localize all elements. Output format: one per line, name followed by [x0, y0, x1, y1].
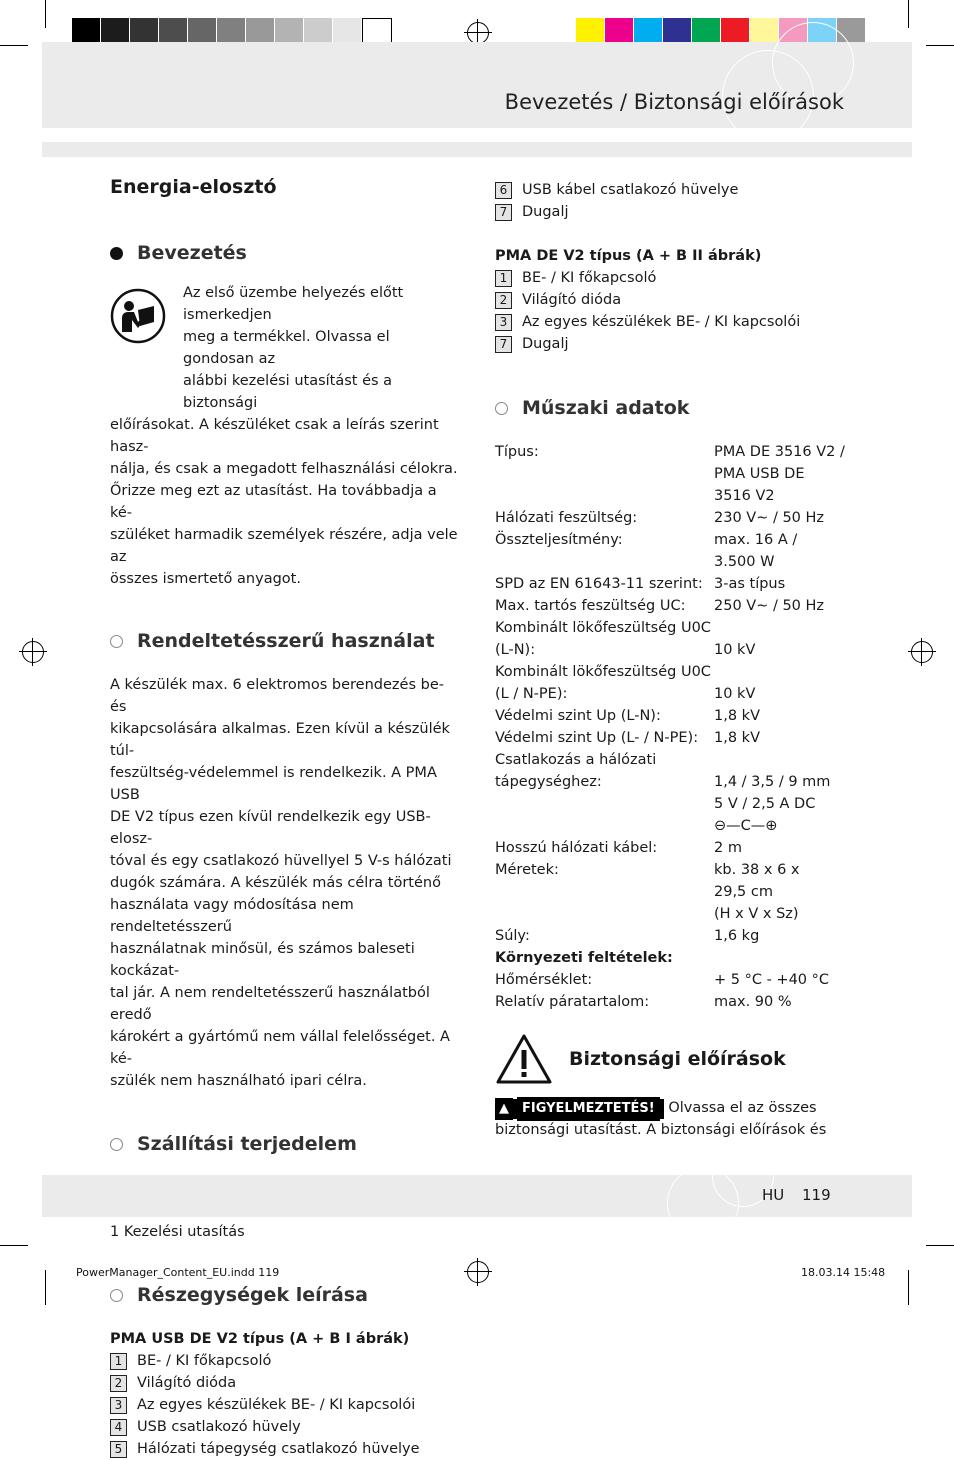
section-heading-parts: Részegységek leírása — [110, 1284, 462, 1306]
spec-row — [495, 793, 855, 815]
print-date: 18.03.14 15:48 — [801, 1266, 886, 1279]
part-label: Az egyes készülékek BE- / KI kapcsolói — [522, 314, 801, 330]
part-number: 2 — [495, 292, 512, 309]
spec-value: 10 kV — [714, 642, 756, 658]
part-label: BE- / KI főkapcsoló — [522, 270, 657, 286]
parts-subheading: PMA USB DE V2 típus (A + B I ábrák) — [110, 1331, 410, 1347]
part-item — [110, 1438, 462, 1460]
footer-lang: HU — [762, 1186, 785, 1204]
part-label: BE- / KI főkapcsoló — [137, 1353, 272, 1369]
spec-row — [495, 595, 855, 617]
intro-line: nálja, és csak a megadott felhasználási célokra. — [110, 461, 458, 477]
part-label: Dugalj — [522, 204, 569, 220]
spec-value — [714, 617, 854, 639]
part-label: Világító dióda — [522, 292, 622, 308]
warning-triangle-icon — [495, 1033, 553, 1085]
spec-row — [495, 639, 855, 661]
spec-row — [495, 925, 855, 947]
spec-row — [495, 749, 855, 771]
part-item — [495, 289, 855, 311]
intro-line: Az első üzembe helyezés előtt ismerkedjen — [183, 285, 404, 323]
manual-reading-icon — [110, 288, 166, 344]
part-label: USB csatlakozó hüvely — [137, 1419, 301, 1435]
part-number: 1 — [110, 1353, 127, 1370]
part-label: USB kábel csatlakozó hüvelye — [522, 182, 739, 198]
warning-small-icon: ▲ — [495, 1098, 513, 1120]
part-item — [495, 267, 855, 289]
usage-line: használatnak minősül, és számos baleseti kockázat- — [110, 941, 415, 979]
spec-key: Csatlakozás a hálózati — [495, 752, 657, 768]
spec-key: Védelmi szint Up (L- / N-PE): — [495, 730, 699, 746]
delivery-line: 1 Kezelési utasítás — [110, 1224, 245, 1240]
spec-key: Összteljesítmény: — [495, 532, 623, 548]
part-item — [110, 1394, 462, 1416]
env-heading: Környezeti feltételek: — [495, 950, 673, 966]
spec-value: 1,8 kV — [714, 708, 760, 724]
part-number: 1 — [495, 270, 512, 287]
section-heading-intro: Bevezetés — [110, 242, 462, 264]
spec-row — [495, 463, 855, 485]
spec-value: + 5 °C - +40 °C — [714, 972, 830, 988]
footer-band — [42, 1175, 912, 1217]
spec-value: PMA USB DE — [714, 466, 805, 482]
spec-key: tápegységhez: — [495, 774, 602, 790]
usage-line: tal jár. A nem rendeltetésszerű használatból eredő — [110, 985, 430, 1023]
part-number: 5 — [110, 1441, 127, 1458]
part-item — [495, 201, 855, 223]
intro-line: összes ismertető anyagot. — [110, 571, 301, 587]
part-item — [495, 179, 855, 201]
part-number: 3 — [110, 1397, 127, 1414]
intro-block — [110, 282, 462, 590]
safety-text-line2: biztonsági utasítást. A biztonsági előírások és — [495, 1122, 827, 1138]
main-heading: Energia-elosztó — [110, 176, 277, 198]
bullet-icon — [110, 1289, 123, 1302]
part-item — [110, 1350, 462, 1372]
spec-key: Kombinált lökőfeszültség U0C — [495, 620, 711, 636]
spec-key — [495, 485, 714, 507]
spec-key: Védelmi szint Up (L-N): — [495, 708, 661, 724]
spec-value: 250 V∼ / 50 Hz — [714, 598, 825, 614]
part-number: 6 — [495, 182, 512, 199]
part-label: Hálózati tápegység csatlakozó hüvelye — [137, 1441, 420, 1457]
usage-line: A készülék max. 6 elektromos berendezés be- és — [110, 677, 444, 715]
spec-key — [495, 793, 714, 815]
registration-mark — [911, 641, 933, 663]
spec-key: (L-N): — [495, 642, 536, 658]
part-number: 3 — [495, 314, 512, 331]
spec-row — [495, 771, 855, 793]
spec-key: Hőmérséklet: — [495, 972, 593, 988]
spec-key: Súly: — [495, 928, 530, 944]
part-label: Az egyes készülékek BE- / KI kapcsolói — [137, 1397, 416, 1413]
usage-line: szülék nem használható ipari célra. — [110, 1073, 367, 1089]
spec-value: 1,8 kV — [714, 730, 760, 746]
section-heading-usage: Rendeltetésszerű használat — [110, 630, 462, 652]
part-number: 2 — [110, 1375, 127, 1392]
usage-line: feszültség-védelemmel is rendelkezik. A PMA USB — [110, 765, 437, 803]
spec-row — [495, 441, 855, 463]
part-number: 7 — [495, 336, 512, 353]
spec-row — [495, 485, 855, 507]
part-number: 7 — [495, 204, 512, 221]
header-rule — [42, 142, 912, 157]
usage-line: tóval és egy csatlakozó hüvellyel 5 V-s hálózati — [110, 853, 452, 869]
spec-key: SPD az EN 61643-11 szerint: — [495, 576, 703, 592]
spec-key: Méretek: — [495, 862, 559, 878]
part-item — [110, 1416, 462, 1438]
page-title: Bevezetés / Biztonsági előírások — [504, 90, 844, 114]
spec-value: kb. 38 x 6 x — [714, 862, 800, 878]
usage-line: károkért a gyártómű nem vállal felelősséget. A ké- — [110, 1029, 450, 1067]
intro-line: meg a termékkel. Olvassa el gondosan az — [183, 329, 390, 367]
spec-key: Hálózati feszültség: — [495, 510, 638, 526]
file-info: PowerManager_Content_EU.indd 119 — [76, 1266, 280, 1279]
intro-line: előírásokat. A készüléket csak a leírás szerint hasz- — [110, 417, 439, 455]
part-item — [495, 311, 855, 333]
spec-value: max. 16 A / — [714, 532, 798, 548]
section-heading-delivery: Szállítási terjedelem — [110, 1133, 462, 1155]
spec-key: Relatív páratartalom: — [495, 994, 650, 1010]
spec-value — [714, 661, 854, 683]
registration-mark — [467, 1261, 489, 1283]
spec-row — [495, 529, 855, 551]
spec-value: 3-as típus — [714, 576, 786, 592]
part-label: Világító dióda — [137, 1375, 237, 1391]
usage-line: használata vagy módosítása nem rendeltetésszerű — [110, 897, 354, 935]
spec-key: Max. tartós feszültség UC: — [495, 598, 686, 614]
spec-row — [495, 551, 855, 573]
spec-row — [495, 573, 855, 595]
spec-value: 29,5 cm — [714, 884, 773, 900]
part-item — [110, 1372, 462, 1394]
header-band — [42, 42, 912, 128]
spec-key — [495, 903, 714, 925]
warning-badge: ▲ FIGYELMEZTETÉS! — [495, 1099, 664, 1119]
bullet-icon — [495, 402, 508, 415]
spec-value: 5 V / 2,5 A DC — [714, 796, 816, 812]
spec-row — [495, 727, 855, 749]
spec-key: Kombinált lökőfeszültség U0C — [495, 664, 711, 680]
section-heading-tech: Műszaki adatok — [495, 397, 855, 419]
page-number: 119 — [802, 1186, 831, 1204]
usage-line: kikapcsolására alkalmas. Ezen kívül a készülék túl- — [110, 721, 450, 759]
spec-row — [495, 969, 855, 991]
spec-value: 1,4 / 3,5 / 9 mm — [714, 774, 831, 790]
spec-key: Hosszú hálózati kábel: — [495, 840, 658, 856]
spec-value: ⊖—C—⊕ — [714, 818, 778, 834]
spec-value — [714, 749, 854, 771]
spec-value: 10 kV — [714, 686, 756, 702]
bullet-icon — [110, 1138, 123, 1151]
spec-row — [495, 507, 855, 529]
spec-row — [495, 837, 855, 859]
bullet-icon — [110, 247, 123, 260]
spec-value: max. 90 % — [714, 994, 792, 1010]
right-column — [495, 179, 855, 1141]
spec-value: 3516 V2 — [714, 488, 775, 504]
spec-value: (H x V x Sz) — [714, 906, 799, 922]
part-number: 4 — [110, 1419, 127, 1436]
spec-key — [495, 881, 714, 903]
spec-value: 3.500 W — [714, 554, 775, 570]
spec-key — [495, 815, 714, 837]
spec-key — [495, 551, 714, 573]
spec-key — [495, 463, 714, 485]
usage-line: dugók számára. A készülék más célra történő — [110, 875, 441, 891]
spec-value: 2 m — [714, 840, 742, 856]
spec-row — [495, 661, 855, 683]
intro-line: alábbi kezelési utasítást és a biztonsági — [183, 373, 393, 411]
spec-row — [495, 881, 855, 903]
spec-row — [495, 683, 855, 705]
spec-row — [495, 617, 855, 639]
spec-row — [495, 859, 855, 881]
part-label: Dugalj — [522, 336, 569, 352]
spec-value: PMA DE 3516 V2 / — [714, 444, 845, 460]
part-item — [495, 333, 855, 355]
registration-mark — [22, 641, 44, 663]
usage-line: DE V2 típus ezen kívül rendelkezik egy USB-elosz- — [110, 809, 431, 847]
registration-mark — [467, 22, 489, 44]
intro-line: Őrizze meg ezt az utasítást. Ha továbbadja a ké- — [110, 483, 437, 521]
bullet-icon — [110, 635, 123, 648]
safety-text: ▲ FIGYELMEZTETÉS! Olvassa el az összes — [495, 1097, 855, 1119]
safety-heading: Biztonsági előírások — [495, 1033, 855, 1085]
spec-row — [495, 903, 855, 925]
spec-row — [495, 991, 855, 1013]
spec-value: 1,6 kg — [714, 928, 760, 944]
spec-key: (L / N-PE): — [495, 686, 568, 702]
spec-row — [495, 705, 855, 727]
spec-value: 230 V∼ / 50 Hz — [714, 510, 825, 526]
spec-row — [495, 815, 855, 837]
parts2-subheading: PMA DE V2 típus (A + B II ábrák) — [495, 248, 762, 264]
intro-line: szüléket harmadik személyek részére, adja vele az — [110, 527, 458, 565]
spec-key: Típus: — [495, 444, 539, 460]
